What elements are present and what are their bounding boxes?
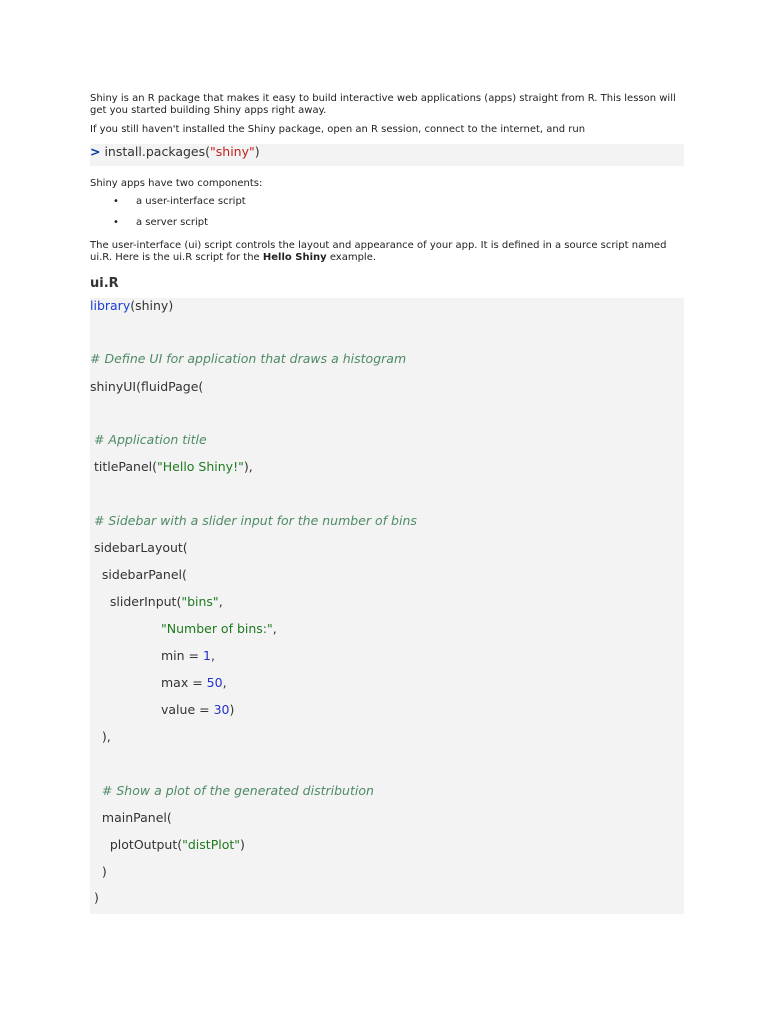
code-text: titlePanel( bbox=[90, 459, 158, 474]
code-comment: # Show a plot of the generated distribution bbox=[90, 783, 374, 798]
code-line: sidebarPanel( bbox=[90, 567, 187, 582]
code-text: , bbox=[210, 648, 215, 663]
code-text: max = bbox=[161, 675, 207, 690]
ui-paragraph-bold: Hello Shiny bbox=[262, 252, 327, 263]
code-line bbox=[90, 513, 417, 529]
ui-paragraph-text: The user-interface (ui) script controls the layout and appearance of your app. It is defined in a source script named ui.R. Here is the ui.R script for the bbox=[90, 240, 667, 263]
install-instruction: If you still haven't installed the Shiny package, open an R session, connect to the internet, and run bbox=[90, 124, 586, 135]
ui-paragraph bbox=[90, 240, 684, 264]
code-text: , bbox=[218, 594, 223, 609]
code-line bbox=[90, 594, 223, 610]
component-label: a user-interface script bbox=[136, 196, 246, 207]
code-line: ) bbox=[90, 890, 99, 905]
code-line bbox=[90, 432, 207, 448]
components-intro: Shiny apps have two components: bbox=[90, 178, 263, 189]
console-snippet bbox=[90, 144, 684, 166]
code-keyword: library bbox=[90, 298, 131, 313]
code-string: "bins" bbox=[181, 594, 219, 609]
console-command: install.packages( bbox=[100, 144, 211, 159]
code-text: plotOutput( bbox=[90, 837, 183, 852]
code-text: min = bbox=[161, 648, 203, 663]
code-line: ), bbox=[90, 729, 111, 744]
code-line bbox=[161, 675, 227, 691]
bullet-icon: • bbox=[113, 196, 119, 207]
code-comment: # Define UI for application that draws a histogram bbox=[90, 351, 407, 366]
code-line bbox=[161, 648, 215, 664]
console-prompt: > bbox=[90, 144, 101, 159]
list-item bbox=[90, 217, 246, 238]
code-line: ) bbox=[90, 864, 107, 879]
component-label: a server script bbox=[136, 217, 209, 228]
components-list bbox=[90, 196, 246, 238]
code-text: ) bbox=[229, 702, 235, 717]
code-number: 30 bbox=[213, 702, 230, 717]
code-text: , bbox=[222, 675, 227, 690]
code-string: "distPlot" bbox=[182, 837, 241, 852]
code-line bbox=[90, 459, 253, 475]
code-text: ), bbox=[243, 459, 253, 474]
console-argument: "shiny" bbox=[210, 144, 255, 159]
code-line bbox=[90, 783, 374, 799]
code-line: shinyUI(fluidPage( bbox=[90, 379, 204, 394]
code-line bbox=[161, 702, 234, 718]
code-block bbox=[90, 298, 684, 914]
ui-paragraph-end: example. bbox=[326, 252, 377, 263]
list-item bbox=[90, 196, 246, 217]
code-string: "Number of bins:" bbox=[161, 621, 273, 636]
code-line: sidebarLayout( bbox=[90, 540, 188, 555]
code-comment: # Application title bbox=[90, 432, 207, 447]
code-line: mainPanel( bbox=[90, 810, 172, 825]
code-text: , bbox=[272, 621, 277, 636]
code-number: 50 bbox=[206, 675, 223, 690]
console-close: ) bbox=[254, 144, 260, 159]
bullet-icon: • bbox=[113, 217, 119, 228]
code-text: sliderInput( bbox=[90, 594, 182, 609]
code-line bbox=[90, 351, 406, 367]
code-string: "Hello Shiny!" bbox=[157, 459, 244, 474]
code-text: ) bbox=[240, 837, 245, 852]
code-line bbox=[90, 837, 245, 853]
code-line bbox=[90, 298, 173, 314]
file-heading: ui.R bbox=[90, 276, 119, 291]
code-number: 1 bbox=[203, 648, 211, 663]
code-line bbox=[161, 621, 277, 637]
code-text: (shiny) bbox=[130, 298, 174, 313]
code-text: value = bbox=[161, 702, 214, 717]
intro-paragraph: Shiny is an R package that makes it easy to build interactive web applications (apps) straight from R. This lesson will get you started building Shiny apps right away. bbox=[90, 93, 676, 116]
code-comment: # Sidebar with a slider input for the number of bins bbox=[90, 513, 417, 528]
